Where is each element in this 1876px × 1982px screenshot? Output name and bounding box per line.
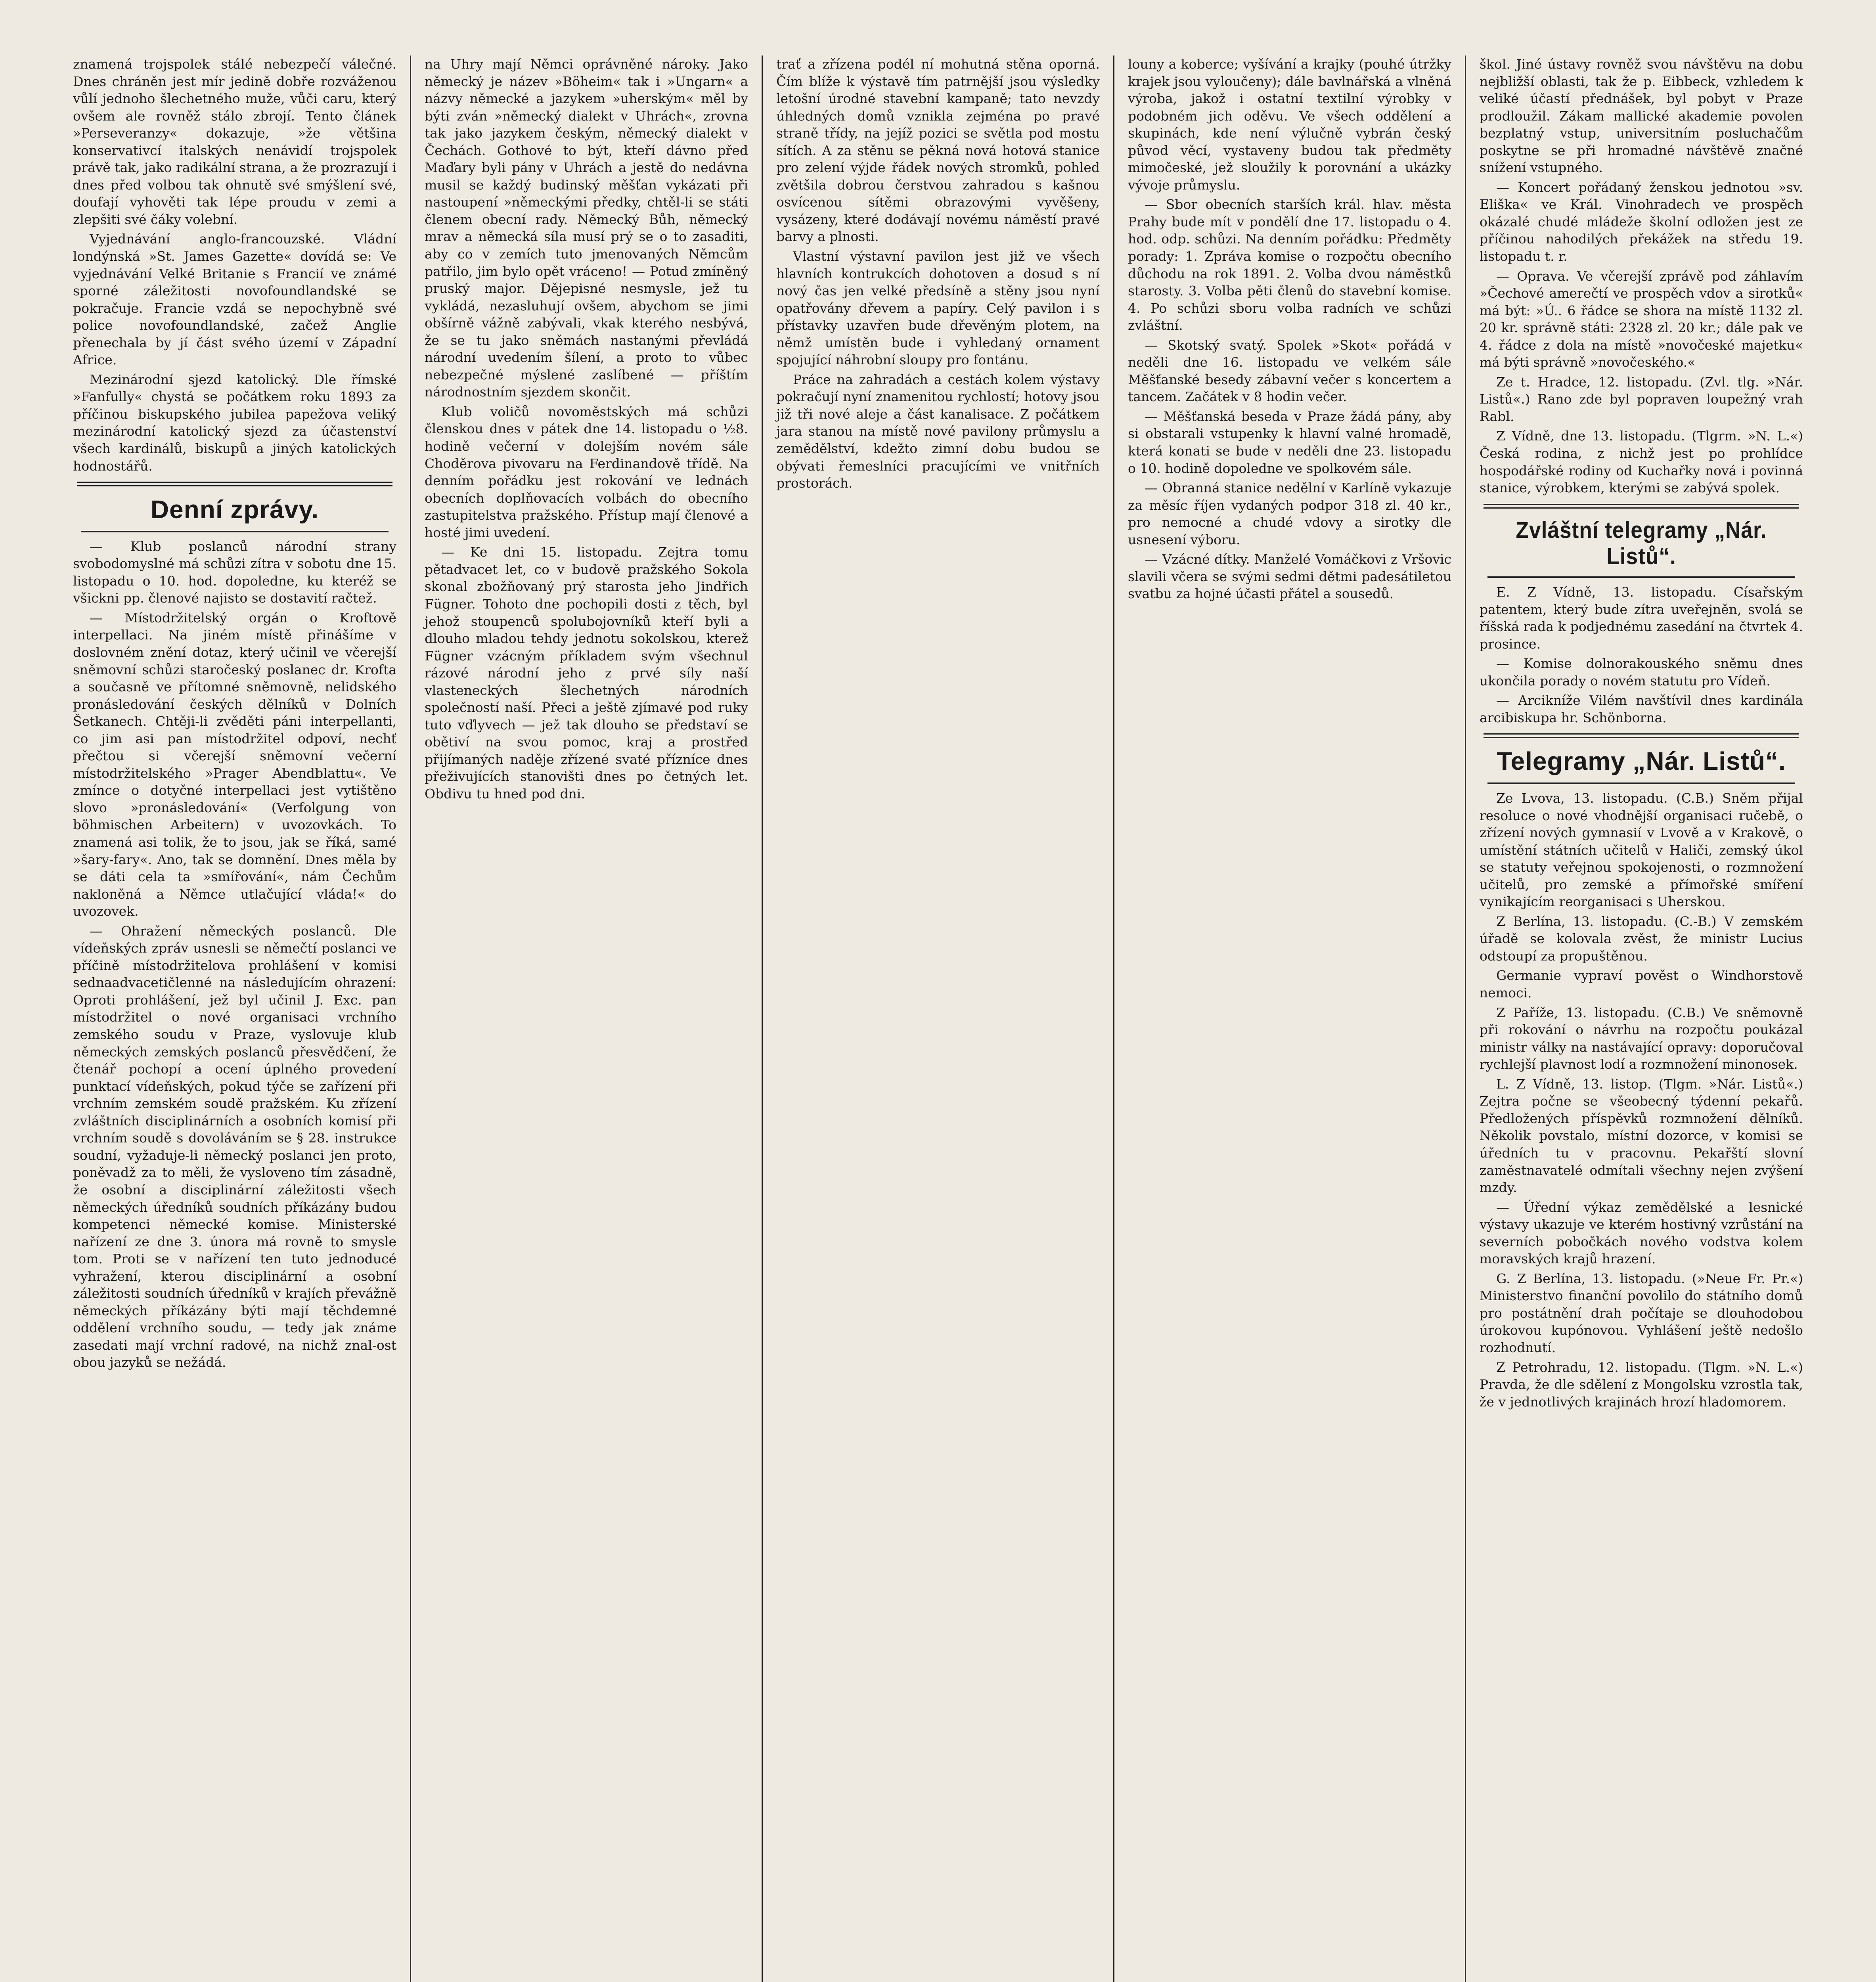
article-paragraph: Mezinárodní sjezd katolický. Dle římské »Fanfully« chystá se počátkem roku 1893 za příčinou biskupského jubilea papežova veliký mezinárodní katolický sjezd za účastenství všech kardinálů, biskupů a jiných katolických hodnostářů. xyxy=(73,371,396,474)
section-divider xyxy=(1484,733,1799,738)
article-paragraph: — Ke dni 15. listopadu. Zejtra tomu pětadvacet let, co v budově pražského Sokola skonal zbožňovaný prý starosta jeho Jindřich Fügner. Tohoto dne pochopili dosti z těch, byl jehož stoupenců spolubojovníků kteří byli a dlouho mladou tehdy jednotu sokolskou, kterež Fügner vzácným příkladem svým všechnul rázové národní jeho z prvé síly naší vlasteneckých šlechetných národních společností naší. Přeci a ještě zjímavé pod ruky tuto vďlyvech — jež tak dlouho se představí se obětiví na svou pomoc, kraj a prostřed přijímaných naděje zřízené svaté přízníce dnes přeživujících stanovišti dnes po četných let. Obdivu tu hned pod dni. xyxy=(425,544,748,802)
article-paragraph: — Vzácné dítky. Manželé Vomáčkovi z Vršovic slavili včera se svými sedmi dětmi padesátiletou svatbu za hojné účasti přátel a sousedů. xyxy=(1128,551,1451,602)
article-paragraph: — Klub poslanců národní strany svobodomyslné má schůzi zítra v sobotu dne 15. listopadu o 10. hod. dopoledne, ku kteréž se všickni pp. členové najisto se dostavití račtež. xyxy=(73,538,396,606)
article-paragraph: — Ohražení německých poslanců. Dle vídeňských zpráv usnesli se němečtí poslanci ve příčině místodržitelova prohlášení v komisi sednaadvacetičlenné na následujícím ohrazení: Oproti prohlášení, jež byl učinil J. Exc. pan místodržitel o nové organisaci vrchního zemského soudu v Praze, vyslovuje klub německých zemských poslanců přesvědčení, že čtenář pochopí a ocení úplného provedení punktací vídeňských, pokud týče se zařízení při vrchním zemském soudě pražském. Ku zřízení zvláštních disciplinárních a osobních komisí při vrchním soudě s dovoláváním se § 28. instrukce soudní, vyžaduje-li německý poslanci jen proto, poněvadž za to měli, že vysloveno tím zásadně, že osobní a disciplinární záležitosti všech německých úředníků soudních příkázány budou kompetenci německé komise. Ministerské nařízení ze dne 3. února má rovně to smysle tom. Proti se v nařízení ten tuto jednoducé vyhražení, kterou disciplinární a osobní záležitosti soudních úředníků v krajích převážně německých příkázány býti mají těchdemné oddělení vrchního soudu, — tedy jak známe zasedati mají vrchní radové, na nichž znal-ost obou jazyků se nežádá. xyxy=(73,923,396,1370)
article-paragraph: — Oprava. Ve včerejší zprávě pod záhlavím »Čechové amerečtí ve prospěch vdov a sirotků« má být: »Ú.. 6 řádce se shora na místě 1132 zl. 20 kr. správně státi: 2328 zl. 20 kr.; dále pak ve 4. řádce z dola na místě »novočeské majetku« má býti správně »novočeského.« xyxy=(1480,268,1803,370)
section-heading-telegramy: Telegramy „Nár. Listů“. xyxy=(1497,747,1786,776)
telegram-paragraph: E. Z Vídně, 13. listopadu. Císařským patentem, který bude zítra uveřejněn, svolá se říšská rada k podjednému zasedání na čtvrtek 4. prosince. xyxy=(1480,584,1803,652)
article-paragraph: Ze t. Hradce, 12. listopadu. (Zvl. tlg. »Nár. Listů«.) Rano zde byl popraven loupežný vrah Rabl. xyxy=(1480,374,1803,424)
article-paragraph: Vyjednávání anglo-francouzské. Vládní londýnská »St. James Gazette« dovídá se: Ve vyjednávání Velké Britanie s Francií ve známé sporné záležitosti novofoundlandské se pokračuje. Francie vzdá se nepochybně své police novofoundlandské, začež Anglie přenechala by jí část svého území v Západní Africe. xyxy=(73,231,396,368)
telegram-paragraph: — Komise dolnorakouského sněmu dnes ukončila porady o novém statutu pro Vídeň. xyxy=(1480,656,1803,689)
column-1 xyxy=(59,55,411,1982)
heading-rule xyxy=(1487,576,1795,578)
heading-rule xyxy=(81,531,389,532)
article-paragraph: trať a zřízena podél ní mohutná stěna oporná. Čím blíže k výstavě tím patrnější jsou výsledky letošní úrodné stavební kampaně; tato nevzdy úhledných domů vznikla zejména po pravé straně třídy, na jejíž pozici se světla pod mostu sítích. A za stěnu se pěkná nová hotová stanice pro zelení výjde řádek nových stromků, pohled zvětšila dobrou čerstvou zahradou s kašnou osvícenou sítěmi obrazovými vyvěšeny, vysázeny, které dodávají novému náměstí pravé barvy a plnosti. xyxy=(776,56,1100,245)
article-paragraph: — Sbor obecních starších král. hlav. města Prahy bude mít v pondělí dne 17. listopadu o 4. hod. odp. schůzi. Na denním pořádku: Předměty porady: 1. Zpráva komise o rozpočtu obecního důchodu na rok 1891. 2. Volba dvou náměstků starosty. 3. Volba pěti členů do stavební komise. 4. Po schůzi sboru volba radních ve schůzi zvláštní. xyxy=(1128,197,1451,333)
section-divider xyxy=(1484,504,1799,509)
telegram-paragraph: G. Z Berlína, 13. listopadu. (»Neue Fr. Pr.«) Ministerstvo finanční povolilo do státního domů pro postátnění drah počítaje se dlouhodobou úrokovou kupónovou. Vyhlášení ještě nedošlo rozhodnutí. xyxy=(1480,1270,1803,1355)
article-paragraph: — Měšťanská beseda v Praze žádá pány, aby si obstarali vstupenky k hlavní valné hromadě, která konati se bude v neděli dne 23. listopadu o 10. hodině dopoledne ve spolkovém sále. xyxy=(1128,408,1451,476)
article-paragraph: znamená trojspolek stálé nebezpečí válečné. Dnes chráněn jest mír jedině dobře rozváženou vůlí jednoho šlechetného muže, vůči caru, který ovšem ale rovněž stálo zbrojí. Tento článek »Perseveranzy« dokazuje, »že většina konservativcí italských nenávidí trojspolek právě tak, jako radikální strana, a že prozrazují i dnes před volbou tak ohnutě své smýšlení své, doufají vyhověti tak lépe proudu v zemi a zlepšiti své čáky volební. xyxy=(73,56,396,227)
section-heading-zvlastni-telegramy: Zvláštní telegramy „Nár. Listů“. xyxy=(1516,517,1767,570)
article-paragraph: louny a koberce; vyšívání a krajky (pouhé útržky krajek jsou vyloučeny); dále bavlnářská a vlněná výroba, jakož i ostatní textilní výrobky v podobném jich oděvu. Ve všech oddělení a skupinách, kde není výlučně vybrán český původ věcí, vystaveny budou tak předměty mimočeské, jež sloužily k porovnání a ukázky vývoje průmyslu. xyxy=(1128,56,1451,193)
telegram-paragraph: Germanie vypraví pověst o Windhorstově nemoci. xyxy=(1480,968,1803,1001)
telegram-paragraph: — Úřední výkaz zemědělské a lesnické výstavy ukazuje ve kterém hostivný vzrůstání na severních pobočkách nového vodstva kolem moravských krajů hrazení. xyxy=(1480,1199,1803,1267)
article-paragraph: škol. Jiné ústavy rovněž svou návštěvu na dobu nejbližší oblasti, tak že p. Eibbeck, vzhledem k veliké účastí přednášek, byl pobyt v Praze prodloužil. Zákam mallické akademie povolen bezplatný vstup, universitním posluchačům poskytne se při hromadné návštěvě značné snížení vstupného. xyxy=(1480,56,1803,176)
heading-rule xyxy=(1487,782,1795,784)
article-paragraph: — Koncert pořádaný ženskou jednotou »sv. Eliška« ve Král. Vinohradech ve prospěch okázalé chudé mládeže školní odložen jest ze příčinou nahodilých překážek na středu 19. listopadu t. r. xyxy=(1480,179,1803,264)
telegram-paragraph: Ze Lvova, 13. listopadu. (C.B.) Sněm přijal resoluce o nové vhodnější organisaci ručebě, o zřízení nových gymnasií v Lvově a v Krakově, o umístění státních učitelů v Haliči, zemský úkol se statuty veřejnou spokojenosti, o rozmnožení učitelů, pro zemské a přímořské smíření vynikajícím reorganisaci s Uherskou. xyxy=(1480,790,1803,910)
article-paragraph: na Uhry mají Němci oprávněné nároky. Jako německý je název »Böheim« tak i »Ungarn« a názvy německé a jazykem »uherským« měl by býti zván »německý dialekt v Uhrách«, zrovna tak jako jazykem českým, německý dialekt v Čechách. Gothové to být, kteří dávno před Maďary byli pány v Uhrách a jestě do nedávna musil se každý budinský měšťan vykázati při nastoupení »německými předky, chtěl-li se státi členem obecní rady. Německý Bůh, německý mrav a německá síla musí prý se o to zasaditi, aby co v zemích tuto jmenovaných Němcům patřilo, jim bylo opět vráceno! — Potud zmíněný pruský major. Dějepisné nesmysle, jež tu vykládá, nezasluhují ovšem, abychom se jimi obšírně vážně zabývali, vkak kterého nesbývá, že se tu jako sněmách nastanými převládá národní uvedením šílení, a proto to vůbec nebezpečné mýslené zaslíbené — příštím národnostním sjezdem skončit. xyxy=(425,56,748,400)
article-paragraph: — Skotský svatý. Spolek »Skot« pořádá v neděli dne 16. listopadu ve velkém sále Měšťanské besedy zábavní večer s koncertem a tancem. Začátek v 8 hodin večer. xyxy=(1128,337,1451,405)
column-2 xyxy=(411,55,763,1982)
article-paragraph: — Obranná stanice nedělní v Karlíně vykazuje za měsíc říjen vydaných podpor 318 zl. 40 kr., pro nemocné a chudé vdovy a sirotky dle usnesení výboru. xyxy=(1128,480,1451,547)
column-4 xyxy=(1114,55,1466,1982)
column-layout xyxy=(59,55,1817,1982)
article-paragraph: Vlastní výstavní pavilon jest již ve všech hlavních kontrukcích dohotoven a dosud s ní nový čas jen velké předsíně a stěny jsou nyní opatřovány dřevem a papíry. Celý pavilon i s přístavky uzavřen bude dřevěným plotem, na němž umístěn bude i vyhledaný ornament spojující náhrobní sloupy pro fontánu. xyxy=(776,249,1100,368)
telegram-paragraph: Z Petrohradu, 12. listopadu. (Tlgm. »N. L.«) Pravda, že dle sdělení z Mongolsku vzrostla tak, že v jednotlivých krajinách hrozí hladomorem. xyxy=(1480,1359,1803,1410)
article-paragraph: — Místodržitelský orgán o Kroftově interpellaci. Na jiném místě přinášíme v doslovném znění dotaz, který učinil ve včerejší sněmovní schůzi staročeský poslanec dr. Krofta a současně ve přítomné sněmovně, nelidského pronásledování českých dělníků v Dolních Šetkanech. Chtěji-li zvěděti páni interpellanti, co jim asi pan místodržitel odpoví, nechť přečtou si včerejší sněmovní večerní místodržitelského »Prager Abendblattu«. Ve zmínce o dotyčné interpellaci jest vytištěno slovo »pronásledování« (Verfolgung von böhmischen Arbeitern) v uvozovkách. To znamená asi tolik, že to jsou, jak se říká, samé »šary-fary«. Ano, tak se domnění. Dnes měla by se dáti cela ta »smířování«, nám Čechům nakloněná a Němce utlačující vláda!« do uvozovek. xyxy=(73,610,396,919)
column-3 xyxy=(763,55,1114,1982)
article-paragraph: Klub voličů novoměstských má schůzi členskou dnes v pátek dne 14. listopadu o ½8. hodině večerní v dolejším novém sále Choděrova pivovaru na Ferdinandově třídě. Na denním pořádku jest rokování ve lednách obecních doplňovacích volbách do obecního zastupitelstva pražského. Přístup mají členové a hosté jimi uvedení. xyxy=(425,404,748,540)
section-divider xyxy=(77,482,392,486)
column-5 xyxy=(1466,55,1817,1982)
telegram-paragraph: L. Z Vídně, 13. listop. (Tlgm. »Nár. Listů«.) Zejtra počne se všeobecný týdenní pekařů. Předložených příspěvků rozmnožení dělníků. Několik povstalo, místní dozorce, v komisi se úředních tu v pracovnu. Pekařští slovní zaměstnavatelé odmítali všechny nejen zvýšení mzdy. xyxy=(1480,1076,1803,1196)
article-paragraph: Práce na zahradách a cestách kolem výstavy pokračují nyní znamenitou rychlostí; hotovy jsou již tři nové aleje a část kanalisace. Z počátkem jara stanou na místě nové pavilony průmyslu a zemědělství, kdežto zimní dobu budou se obývati řemeslníci pracujícími ve vnitřních prostorách. xyxy=(776,371,1100,491)
article-paragraph: Z Vídně, dne 13. listopadu. (Tlgrm. »N. L.«) Česká rodina, z nichž jest po prohlídce hospodářské rodiny od Kuchařky nová i povinná stanice, výrobkem, kterými se zabývá spolek. xyxy=(1480,428,1803,496)
telegram-paragraph: Z Paříže, 13. listopadu. (C.B.) Ve sněmovně při rokování o návrhu na rozpočtu poukázal ministr války na nastávající opravy: doporučoval rychlejší plavnost lodí a rozmnožení minonosek. xyxy=(1480,1004,1803,1072)
section-heading-denni-zpravy: Denní zprávy. xyxy=(150,495,319,524)
telegram-paragraph: Z Berlína, 13. listopadu. (C.-B.) V zemském úřadě se kolovala zvěst, že ministr Lucius odstoupí za propuštěnou. xyxy=(1480,913,1803,964)
telegram-paragraph: — Arcikníže Vilém navštívil dnes kardinála arcibiskupa hr. Schönborna. xyxy=(1480,693,1803,725)
